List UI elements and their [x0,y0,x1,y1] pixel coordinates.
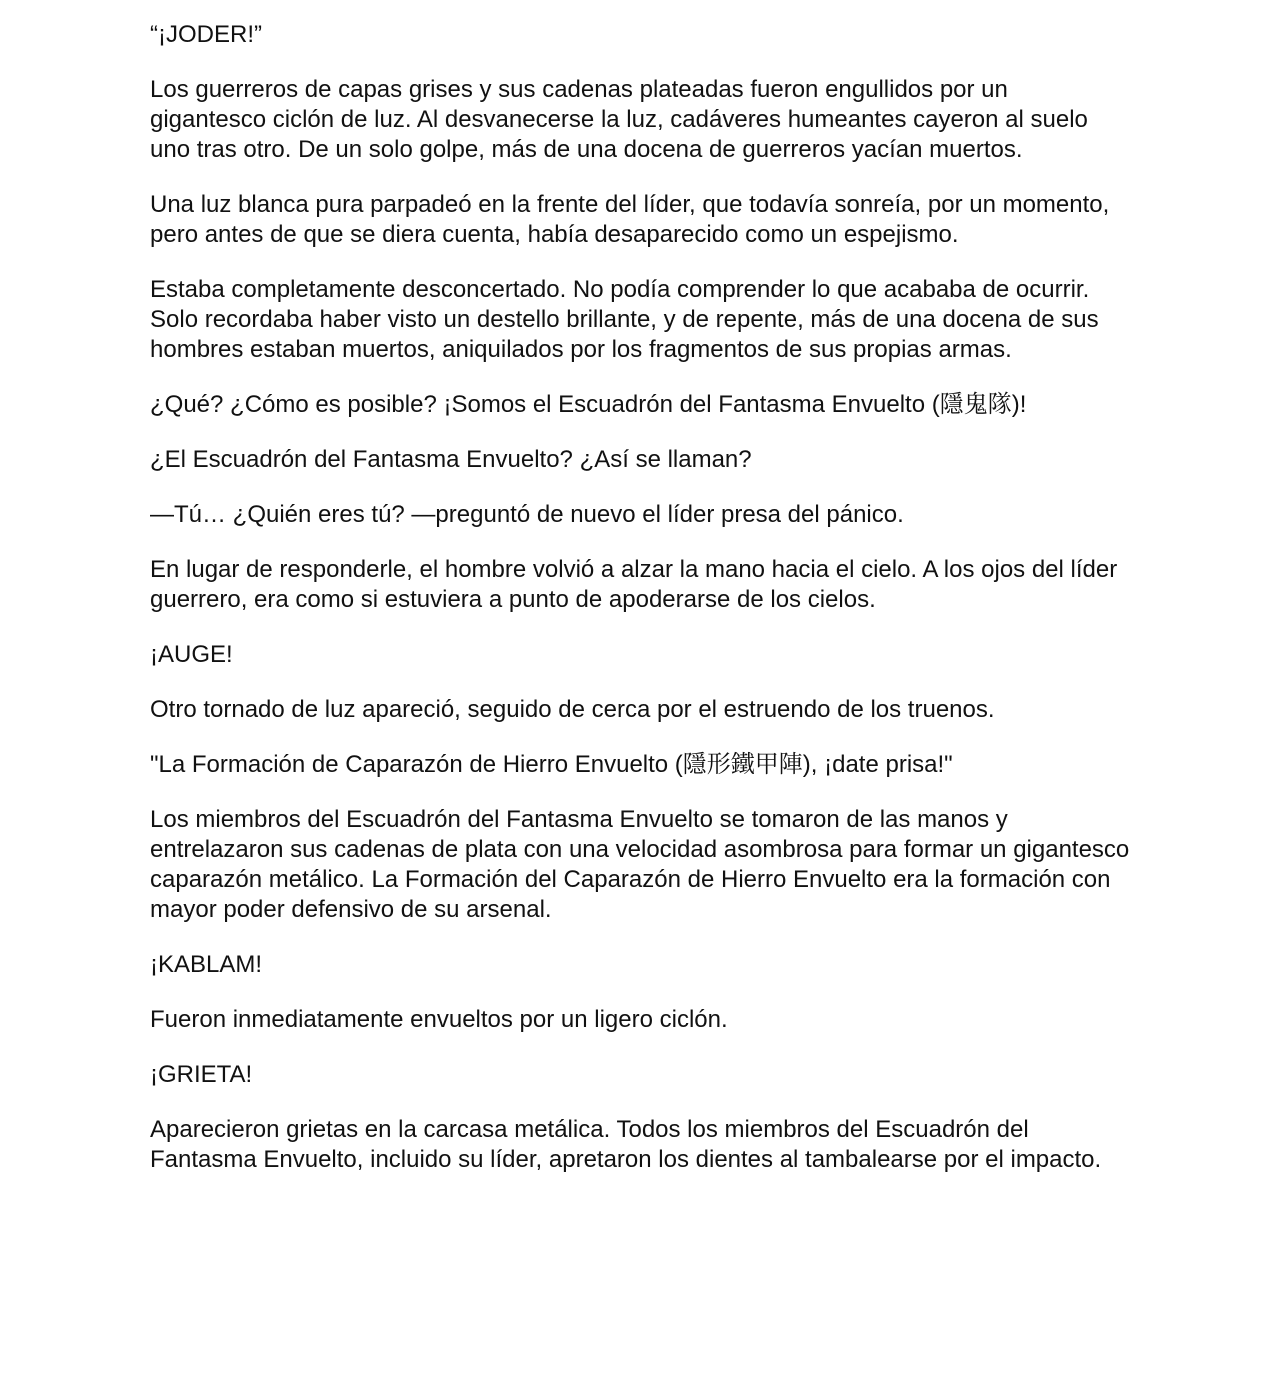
paragraph: “¡JODER!” [150,21,262,48]
paragraph: —Tú… ¿Quién eres tú? —preguntó de nuevo el líder presa del pánico. [150,501,904,528]
paragraph: ¿Qué? ¿Cómo es posible? ¡Somos el Escuadrón del Fantasma Envuelto (隱鬼隊)! [150,391,1027,418]
paragraph: Otro tornado de luz apareció, seguido de cerca por el estruendo de los truenos. [150,696,995,723]
document-page [150,20,1130,1200]
paragraph: ¡AUGE! [150,641,233,668]
paragraph: Aparecieron grietas en la carcasa metálica. Todos los miembros del Escuadrón del Fantasma Envuelto, incluido su líder, apretaron los dientes al tambalearse por el impacto. [150,1116,1102,1173]
paragraph: Una luz blanca pura parpadeó en la frente del líder, que todavía sonreía, por un momento, pero antes de que se diera cuenta, había desaparecido como un espejismo. [150,191,1110,248]
paragraph: Los guerreros de capas grises y sus cadenas plateadas fueron engullidos por un gigantesco ciclón de luz. Al desvanecerse la luz, cadáveres humeantes cayeron al suelo uno tras otro. De un solo golpe, más de una docena de guerreros yacían muertos. [150,76,1088,163]
paragraph: "La Formación de Caparazón de Hierro Envuelto (隱形鐵甲陣), ¡date prisa!" [150,751,953,778]
paragraph: ¿El Escuadrón del Fantasma Envuelto? ¿Así se llaman? [150,446,752,473]
paragraph: Estaba completamente desconcertado. No podía comprender lo que acababa de ocurrir. Solo recordaba haber visto un destello brillante, y de repente, más de una docena de sus hombres estaban muertos, aniquilados por los fragmentos de sus propias armas. [150,276,1099,363]
paragraph: En lugar de responderle, el hombre volvió a alzar la mano hacia el cielo. A los ojos del líder guerrero, era como si estuviera a punto de apoderarse de los cielos. [150,556,1118,613]
paragraph: ¡KABLAM! [150,951,263,978]
paragraph: ¡GRIETA! [150,1061,253,1088]
paragraph: Los miembros del Escuadrón del Fantasma Envuelto se tomaron de las manos y entrelazaron sus cadenas de plata con una velocidad asombrosa para formar un gigantesco caparazón metálico. La Formación del Caparazón de Hierro Envuelto era la formación con mayor poder defensivo de su arsenal. [150,806,1130,923]
paragraph: Fueron inmediatamente envueltos por un ligero ciclón. [150,1006,728,1033]
